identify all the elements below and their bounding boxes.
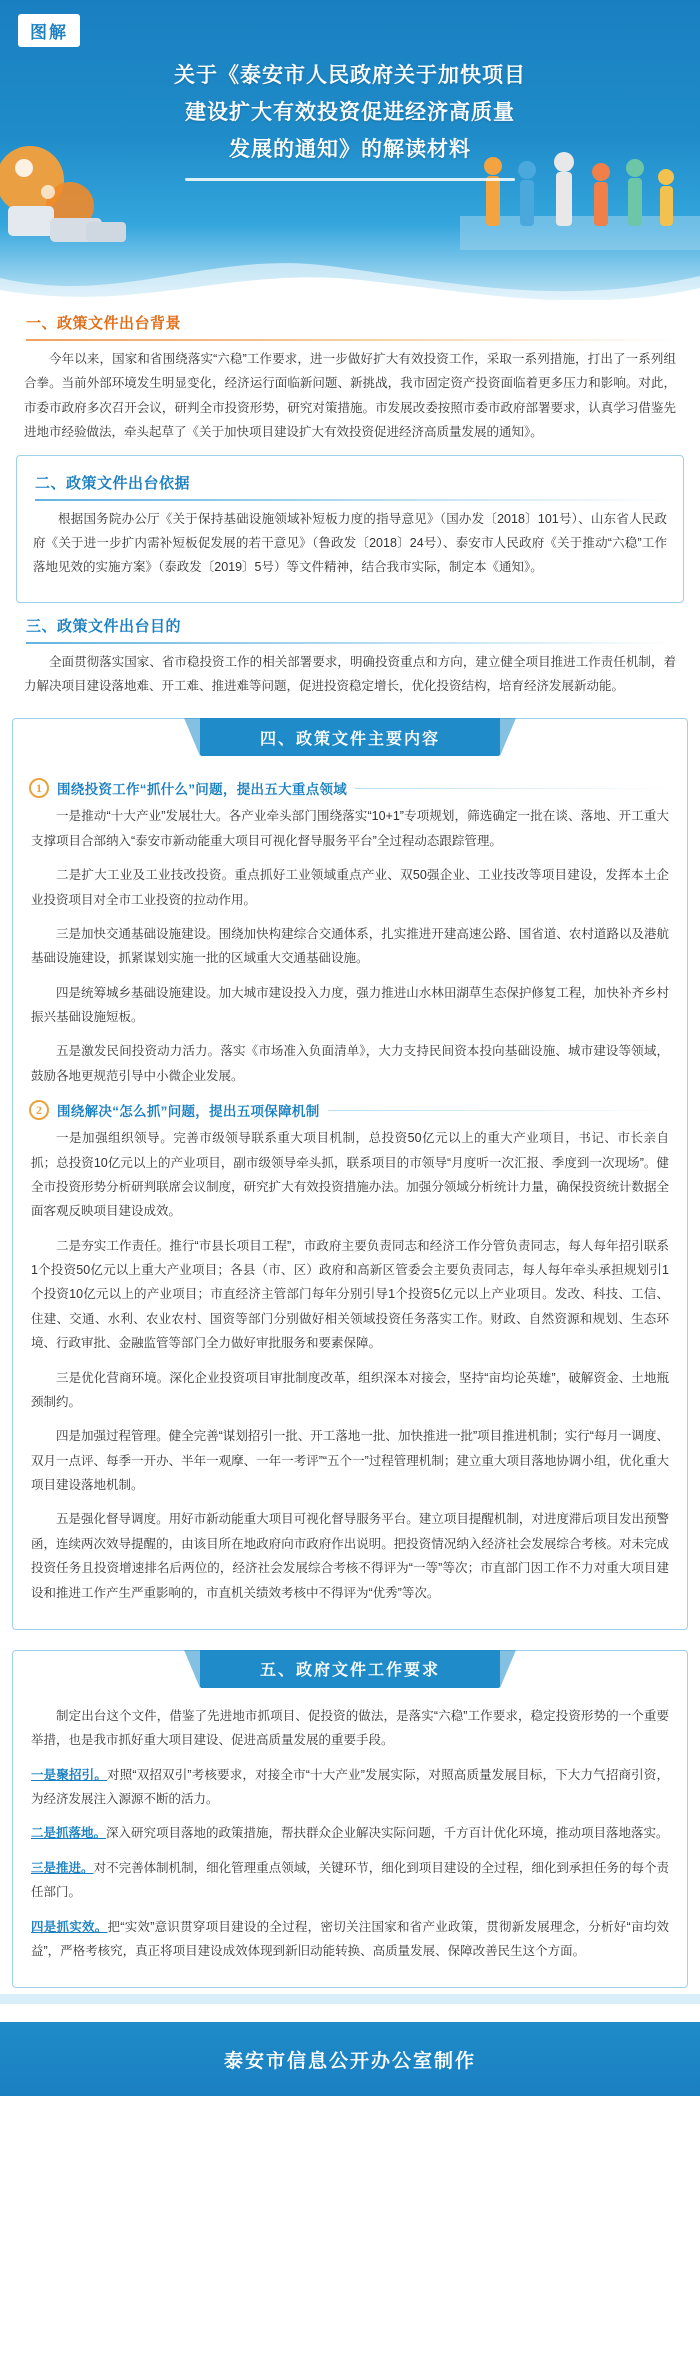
group-1-rule (355, 788, 671, 789)
requirement-item-3-text: 对不完善体制机制，细化管理重点领域，关键环节，细化到项目建设的全过程，细化到承担任务的每个责任部门。 (31, 1860, 669, 1900)
section-background (0, 300, 700, 445)
section-1-paragraph: 今年以来，国家和省围绕落实“六稳”工作要求，进一步做好扩大有效投资工作，采取一系列措施，打出了一系列组合拳。当前外部环境发生明显变化，经济运行面临新问题、新挑战，我市固定资产投资面临着更多压力和影响。对此，市委市政府多次召开会议，研判全市投资形势，研究对策措施。市发展改委按照市委市政府部署要求，认真学习借鉴先进地市经验做法，牵头起草了《关于加快项目建设扩大有效投资促进经济高质量发展的通知》。 (24, 352, 676, 440)
section-2-heading: 二、政策文件出台依据 (35, 474, 191, 492)
requirement-item-4-lead: 四是抓实效。 (31, 1919, 108, 1934)
number-circle-1: 1 (29, 778, 49, 798)
section-3-underline (26, 642, 678, 644)
group-2-heading (29, 1100, 671, 1120)
section-4-ribbon-heading: 四、政策文件主要内容 (200, 718, 500, 756)
badge-tujie: 图解 (18, 14, 80, 47)
group-2-title: 围绕解决“怎么抓”问题，提出五项保障机制 (57, 1104, 320, 1120)
group-1-paragraph-3: 三是加快交通基础设施建设。围绕加快构建综合交通体系，扎实推进开建高速公路、国省道、农村道路以及港航基础设施建设，抓紧谋划实施一批的区域重大交通基础设施。 (31, 926, 669, 966)
section-2-paragraph: 根据国务院办公厅《关于保持基础设施领域补短板力度的指导意见》（国办发〔2018〕101号）、山东省人民政府《关于进一步扩内需补短板促发展的若干意见》（鲁政发〔2018〕24号）、泰安市人民政府《关于推动“六稳”工作落地见效的实施方案》（泰政发〔2019〕5号）等文件精神，结合我市实际，制定本《通知》。 (33, 511, 667, 575)
requirement-item-4 (31, 1915, 669, 1964)
group-2-rule (328, 1110, 672, 1111)
requirement-item-2-lead: 二是抓落地。 (31, 1826, 107, 1841)
group-2-paragraph-4: 四是加强过程管理。健全完善“谋划招引一批、开工落地一批、加快推进一批”项目推进机制；实行“每月一调度、双月一点评、每季一开办、半年一观摩、一年一考评”“五个一”过程管理机制；建立重大项目落地协调小组，优化重大项目建设落地机制。 (31, 1429, 669, 1492)
requirement-item-1-lead: 一是聚招引。 (31, 1767, 108, 1782)
section-main-content-box (12, 718, 688, 1630)
page-title-line-2: 建设扩大有效投资促进经济高质量 (185, 100, 515, 124)
section-5-ribbon-heading: 五、政府文件工作要求 (200, 1650, 500, 1688)
group-2-paragraph-3: 三是优化营商环境。深化企业投资项目审批制度改革，组织深本对接会，坚持“亩均论英雄”，破解资金、土地瓶颈制约。 (31, 1370, 669, 1409)
group-1-paragraph-4: 四是统筹城乡基础设施建设。加大城市建设投入力度，强力推进山水林田湖草生态保护修复工程，加快补齐乡村振兴基础设施短板。 (31, 985, 669, 1024)
page-header (0, 0, 700, 300)
title-underline (185, 178, 515, 181)
requirement-item-1 (31, 1763, 669, 1812)
section-2-underline (35, 499, 669, 501)
footer-top-band (0, 1994, 700, 2004)
number-circle-2: 2 (29, 1100, 49, 1120)
requirement-item-2 (31, 1821, 669, 1845)
requirement-item-3 (31, 1856, 669, 1905)
page-title (0, 0, 700, 168)
section-requirements-box (12, 1650, 688, 1988)
section-3-heading: 三、政策文件出台目的 (26, 617, 182, 635)
requirement-item-4-text: 把“实效”意识贯穿项目建设的全过程，密切关注国家和省产业政策，贯彻新发展理念，分析好“亩均效益”，严格考核究，真正将项目建设成效体现到新旧动能转换、高质量发展、保障改善民生这个方面。 (31, 1919, 669, 1958)
group-2-paragraph-5: 五是强化督导调度。用好市新动能重大项目可视化督导服务平台。建立项目提醒机制，对进度滞后项目发出预警函，连续两次效导提醒的，由该目所在地政府向市政府作出说明。把投资情况纳入经济社会发展综合考核。对未完成投资任务且投资增速排名后两位的，经济社会发展综合考核不得评为“一等”等次；市直部门因工作不力对重大项目建设和推进工作产生严重影响的，市直机关绩效考核中不得评为“优秀”等次。 (31, 1512, 669, 1600)
section-5-intro: 制定出台这个文件，借鉴了先进地市抓项目、促投资的做法，是落实“六稳”工作要求，稳定投资形势的一个重要举措，也是我市抓好重大项目建设、促进高质量发展的重要手段。 (31, 1708, 669, 1748)
requirement-item-2-text: 深入研究项目落地的政策措施，帮扶群众企业解决实际问题，千方百计优化环境，推动项目落地落实。 (106, 1826, 669, 1841)
section-5-body (13, 1688, 687, 1963)
group-1-title: 围绕投资工作“抓什么”问题，提出五大重点领域 (57, 782, 348, 798)
section-4-body (13, 756, 687, 1605)
requirement-item-3-lead: 三是推进。 (31, 1860, 94, 1875)
page-title-line-3: 发展的通知》的解读材料 (229, 137, 471, 161)
page-footer: 泰安市信息公开办公室制作 (0, 2022, 700, 2096)
section-1-heading: 一、政策文件出台背景 (26, 315, 182, 332)
section-1-underline (26, 339, 678, 341)
group-1-paragraph-2: 二是扩大工业及工业技改投资。重点抓好工业领域重点产业、双50强企业、工业技改等项目建设，发挥本土企业投资项目对全市工业投资的拉动作用。 (31, 868, 669, 907)
group-2-paragraph-1: 一是加强组织领导。完善市级领导联系重大项目机制，总投资50亿元以上的重大产业项目，书记、市长亲自抓；总投资10亿元以上的产业项目，副市级领导牵头抓，联系项目的市领导“月度听一次汇报、季度到一次现场”。健全市投资形势分析研判联席会议制度，研究扩大有效投资措施办法。加强分领域分析统计力量，确保投资统计数据全面客观反映项目建设成效。 (31, 1131, 669, 1219)
section-purpose (0, 603, 700, 699)
group-2-paragraph-2: 二是夯实工作责任。推行“市县长项目工程”，市政府主要负责同志和经济工作分管负责同志，每人每年招引联系1个投资50亿元以上重大产业项目；各县（市、区）政府和高新区管委会主要负责同志，每人每年牵头承担规划引1个投资10亿元以上的产业项目；市直经济主管部门每年分别引导1个投资5亿元以上产业项目。发改、科技、工信、住建、交通、水利、农业农村、国资等部门分别做好相关领域投资任务落实工作。财政、自然资源和规划、生态环境、行政审批、金融监管等部门全力做好审批服务和要素保障。 (31, 1238, 669, 1351)
section-basis-box (16, 455, 684, 603)
requirement-item-1-text: 对照“双招双引”考核要求，对接全市“十大产业”发展实际，对照高质量发展目标，下大力气招商引资，为经济发展注入源源不断的活力。 (31, 1767, 669, 1806)
group-1-paragraph-1: 一是推动“十大产业”发展壮大。各产业牵头部门围绕落实“10+1”专项规划，筛选确定一批在谈、落地、开工重大支撑项目合部纳入“泰安市新动能重大项目可视化督导服务平台”全过程动态跟踪管理。 (31, 809, 669, 848)
page-title-line-1: 关于《泰安市人民政府关于加快项目 (174, 64, 526, 87)
group-1-paragraph-5: 五是激发民间投资动力活力。落实《市场准入负面清单》，大力支持民间资本投向基础设施、城市建设等领域，鼓励各地更规范引导中小微企业发展。 (31, 1044, 669, 1083)
section-3-paragraph: 全面贯彻落实国家、省市稳投资工作的相关部署要求，明确投资重点和方向，建立健全项目推进工作责任机制，着力解决项目建设落地难、开工难、推进难等问题，促进投资稳定增长，优化投资结构，培育经济发展新动能。 (24, 654, 676, 693)
group-1-heading (29, 778, 671, 798)
